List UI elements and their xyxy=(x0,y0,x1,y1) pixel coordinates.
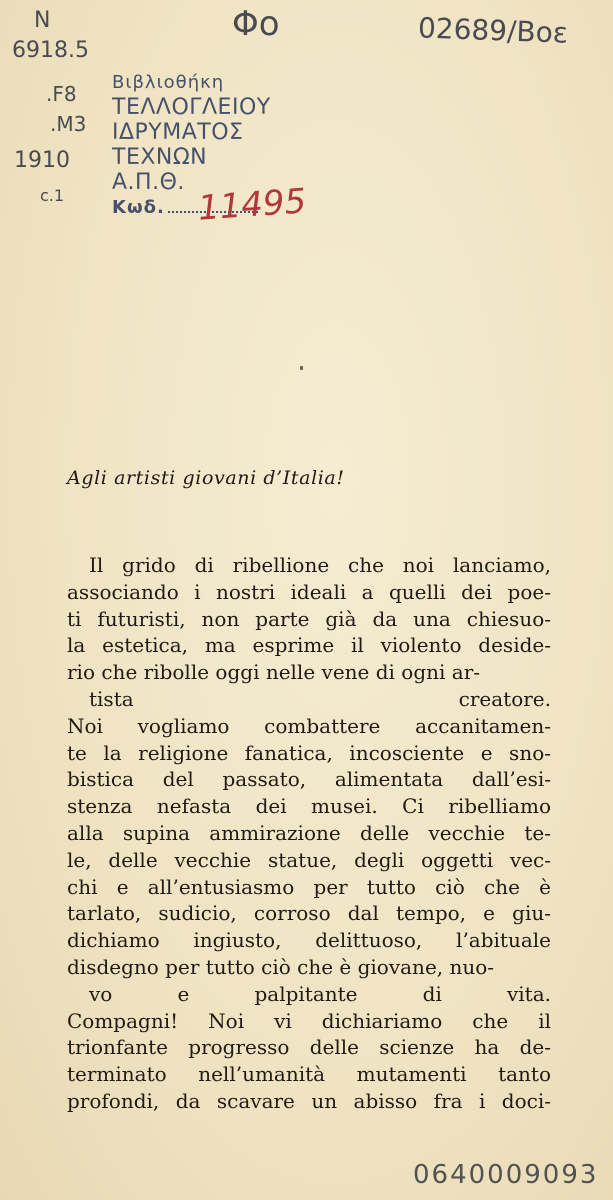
stamp-code-label: Κωδ. xyxy=(112,197,165,218)
text-line: bistica del passato, alimentata dall’esi- xyxy=(67,767,551,792)
text-line: stenza nefasta dei musei. Ci ribelliamo xyxy=(67,794,551,819)
handwritten-mark-n: N xyxy=(34,8,51,33)
stamp-line-3: ΙΔΡΥΜΑΤΟΣ xyxy=(112,120,244,145)
text-line: chi e all’entusiasmo per tutto ciò che è xyxy=(67,874,551,899)
text-line: Compagni! Noi vi dichiariamo che il xyxy=(67,1008,551,1033)
text-line: la estetica, ma esprime il violento deside- xyxy=(67,633,551,658)
handwritten-year: 1910 xyxy=(14,148,70,173)
stamp-line-1: Βιβλιοθήκη xyxy=(112,72,225,93)
text-line: trionfante progresso delle scienze ha de- xyxy=(67,1035,551,1060)
manifesto-heading: Agli artisti giovani d’Italia! xyxy=(67,467,345,489)
handwritten-accession: 02689/Βοε xyxy=(417,11,569,50)
ink-speck xyxy=(300,366,303,370)
handwritten-call-number: 6918.5 xyxy=(12,38,89,63)
handwritten-m3: .M3 xyxy=(50,112,87,136)
handwritten-f8: .F8 xyxy=(46,82,77,106)
text-line: tarlato, sudicio, corroso dal tempo, e giu- xyxy=(67,901,551,926)
text-line: terminato nell’umanità mutamenti tanto xyxy=(67,1062,551,1087)
stamp-line-2: ΤΕΛΛΟΓΛΕΙΟΥ xyxy=(112,95,271,120)
text-line: profondi, da scavare un abisso fra i doci- xyxy=(67,1088,551,1113)
text-line: ti futuristi, non parte già da una chiesuo- xyxy=(67,606,551,631)
manifesto-body xyxy=(67,552,551,1115)
text-line: disdegno per tutto ciò che è giovane, nuo- xyxy=(67,954,495,979)
stamp-line-4: ΤΕΧΝΩΝ xyxy=(112,145,208,170)
handwritten-greek-fo: Φο xyxy=(232,4,280,44)
text-line: alla supina ammirazione delle vecchie te- xyxy=(67,820,551,845)
text-line: rio che ribolle oggi nelle vene di ogni ar- xyxy=(67,660,481,685)
text-line: Il grido di ribellione che noi lanciamo, xyxy=(89,553,551,577)
text-line: le, delle vecchie statue, degli oggetti vec- xyxy=(67,847,551,872)
text-line: dichiamo ingiusto, delittuoso, l’abituale xyxy=(67,928,551,953)
text-line: te la religione fanatica, incosciente e sno- xyxy=(67,740,551,765)
text-line: associando i nostri ideali a quelli dei poe- xyxy=(67,579,551,604)
text-line: vo e palpitante di vita. xyxy=(89,981,551,1006)
stamp-code-number: 11495 xyxy=(196,181,308,229)
text-line: Noi vogliamo combattere accanitamen- xyxy=(67,713,551,738)
stamp-line-5: Α.Π.Θ. xyxy=(112,170,185,195)
handwritten-cl: c.1 xyxy=(40,186,65,205)
text-line: tista creatore. xyxy=(89,686,551,711)
barcode-serial: 0640009093 xyxy=(413,1160,599,1190)
bleed-through-text xyxy=(225,50,605,520)
